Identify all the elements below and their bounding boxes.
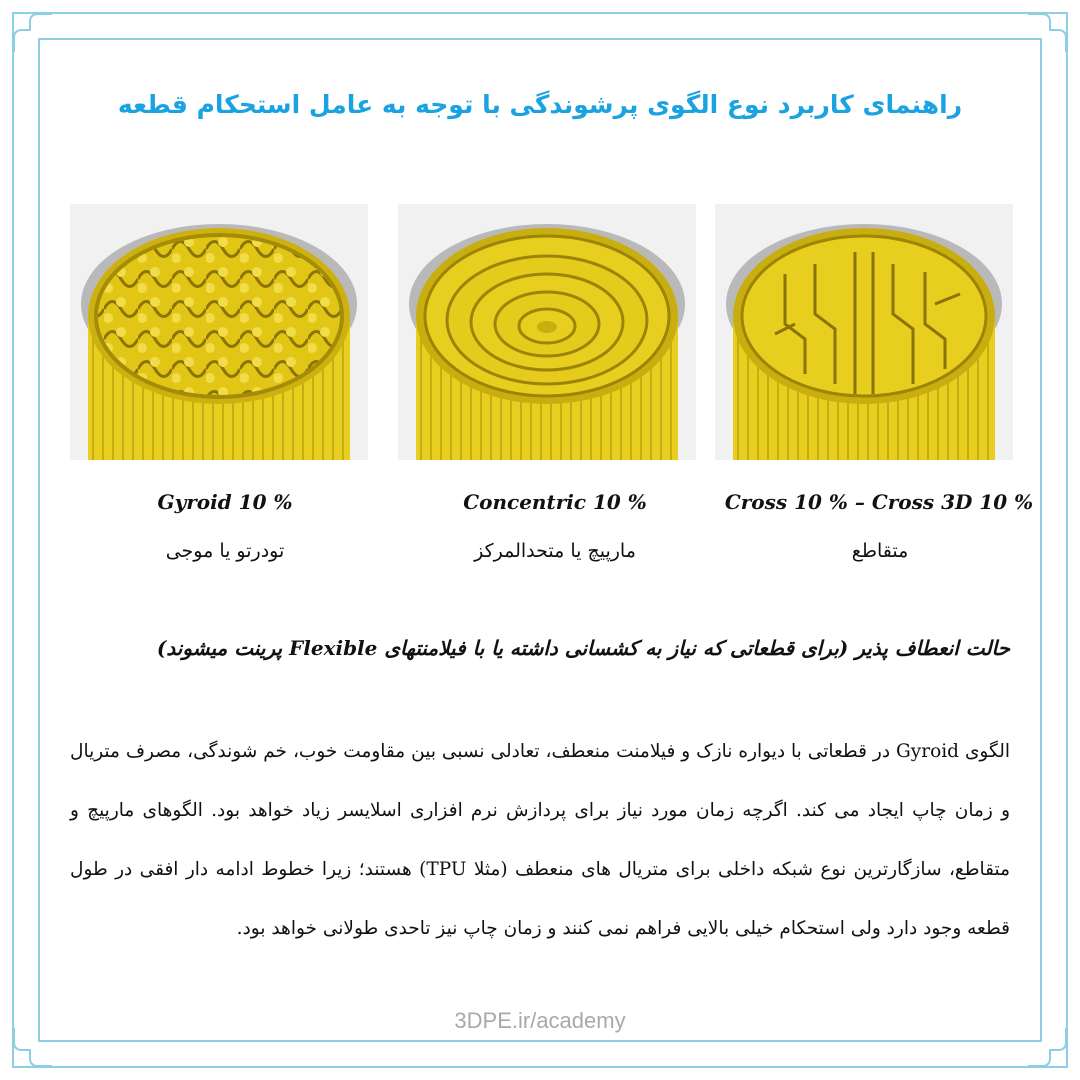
corner-ornament-br [1028,1028,1068,1068]
corner-ornament-tl [12,12,52,52]
corner-ornament-bl [12,1028,52,1068]
concentric-caption-en: Concentric 10 % [463,490,647,514]
section-subheading: حالت انعطاف پذیر (برای قطعاتی که نیاز به کشسانی داشته یا با فیلامنتهای Flexible پرینت میشوند) [156,636,1010,660]
cross-infill-image [715,204,1013,460]
body-paragraph: الگوی Gyroid در قطعاتی با دیواره نازک و فیلامنت منعطف، تعادلی نسبی بین مقاومت خوب، خم شوندگی، مصرف متریال و زمان چاپ ایجاد می کند. اگرچه زمان مورد نیاز برای پردازش نرم افزاری اسلایسر زیاد خواهد بود. الگوهای مارپیچ و متقاطع، سازگارترین نوع شبکه داخلی برای متریال های منعطف (مثلا TPU) هستند؛ زیرا خطوط ادامه دار افقی در طول قطعه وجود دارد ولی استحکام خیلی بالایی فراهم نمی کنند و زمان چاپ نیز تاحدی طولانی خواهد بود. [70,741,1010,939]
cross-caption-en: Cross 10 % – Cross 3D 10 % [724,490,1034,514]
concentric-infill-image [398,204,696,460]
concentric-caption-fa: مارپیچ یا متحدالمرکز [474,540,636,562]
gyroid-caption-fa: تودرتو یا موجی [165,540,285,562]
gyroid-caption-en: Gyroid 10 % [157,490,293,514]
corner-ornament-tr [1028,12,1068,52]
cross-caption-fa: متقاطع [851,540,909,562]
footer-url[interactable]: 3DPE.ir/academy [454,1008,626,1033]
page-title: راهنمای کاربرد نوع الگوی پرشوندگی با توجه به عامل استحکام قطعه [117,90,963,119]
gyroid-infill-image [70,204,368,460]
